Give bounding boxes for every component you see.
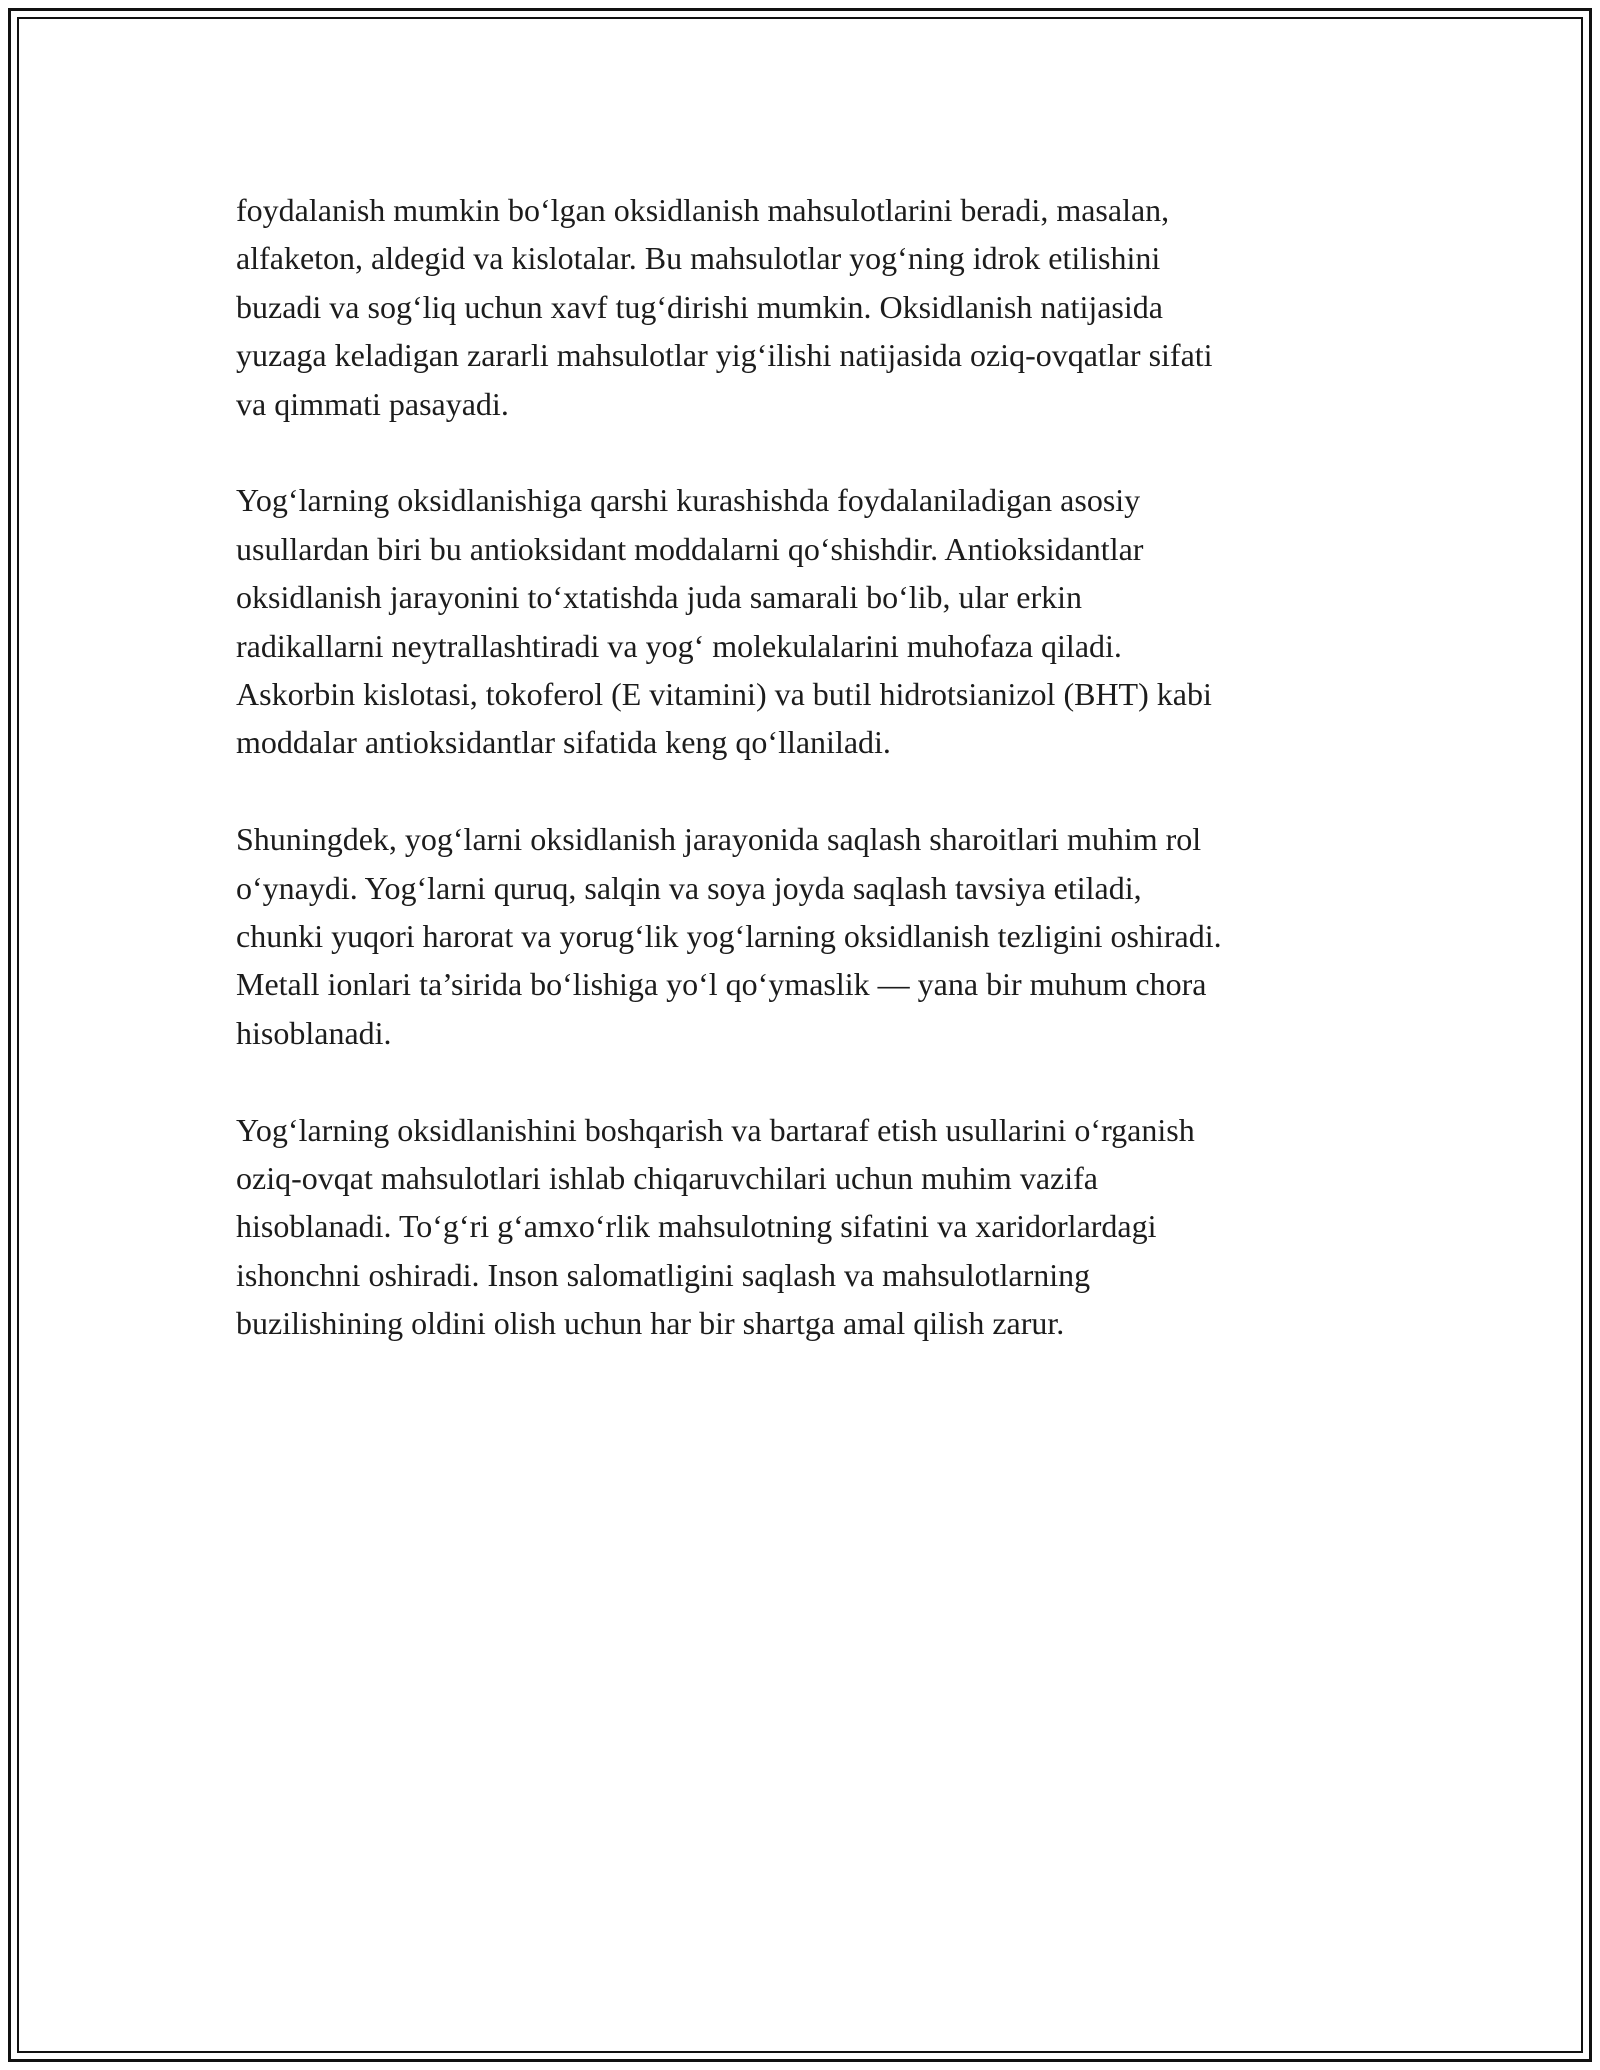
document-body [236, 186, 1376, 1348]
paragraph-antioxidants: Yog‘larning oksidlanishiga qarshi kurashishda foydalaniladigan asosiy usullardan biri bu antioksidant moddalarni qo‘shishdir. Antioksidantlar oksidlanish jarayonini to‘xtatishda juda samarali bo‘lib, ular erkin radikallarni neytrallashtiradi va yog‘ molekulalarini muhofaza qiladi. Askorbin kislotasi, tokoferol (E vitamini) va butil hidrotsianizol (BHT) kabi moddalar antioksidantlar sifatida keng qo‘llaniladi. [236, 482, 1212, 761]
paragraph-oxidation-products: foydalanish mumkin bo‘lgan oksidlanish mahsulotlarini beradi, masalan, alfaketon, aldegid va kislotalar. Bu mahsulotlar yog‘ning idrok etilishini buzadi va sog‘liq uchun xavf tug‘dirishi mumkin. Oksidlanish natijasida yuzaga keladigan zararli mahsulotlar yig‘ilishi natijasida oziq-ovqatlar sifati va qimmati pasayadi. [236, 192, 1213, 422]
paragraph-storage-conditions: Shuningdek, yog‘larni oksidlanish jarayonida saqlash sharoitlari muhim rol o‘ynaydi. Yog‘larni quruq, salqin va soya joyda saqlash tavsiya etiladi, chunki yuqori harorat va yorug‘lik yog‘larning oksidlanish tezligini oshiradi. Metall ionlari ta’sirida bo‘lishiga yo‘l qo‘ymaslik — yana bir muhum chora hisoblanadi. [236, 821, 1222, 1051]
paragraph-conclusion: Yog‘larning oksidlanishini boshqarish va bartaraf etish usullarini o‘rganish oziq-ovqat mahsulotlari ishlab chiqaruvchilari uchun muhim vazifa hisoblanadi. To‘g‘ri g‘amxo‘rlik mahsulotning sifatini va xaridorlardagi ishonchni oshiradi. Inson salomatligini saqlash va mahsulotlarning buzilishining oldini olish uchun har bir shartga amal qilish zarur. [236, 1111, 1195, 1342]
